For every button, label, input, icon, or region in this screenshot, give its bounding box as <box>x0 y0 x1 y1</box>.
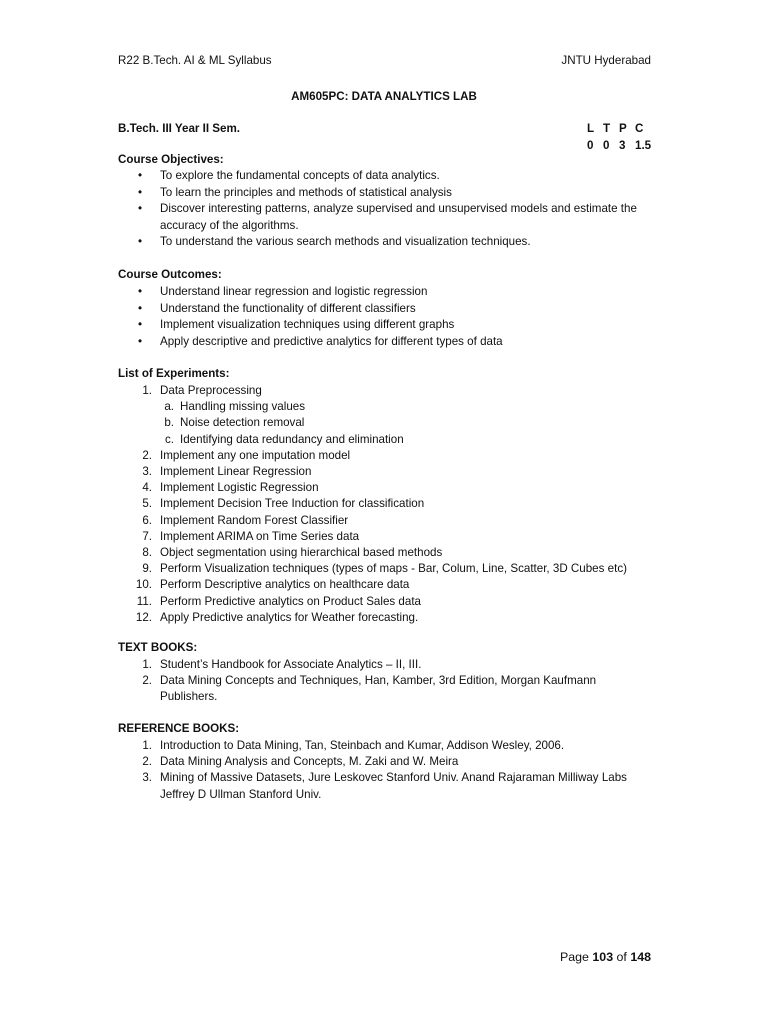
item-number: 11. <box>136 594 152 608</box>
item-number: 4. <box>142 481 152 495</box>
item-number: 12. <box>135 610 152 624</box>
item-text: Implement Logistic Regression <box>160 481 319 495</box>
page-current: 103 <box>592 950 614 964</box>
list-item: • To explore the fundamental concepts of data analytics. <box>138 168 668 185</box>
ltpc-value-l: 0 <box>587 139 594 152</box>
item-number: 1. <box>142 739 152 752</box>
item-text: Data Preprocessing <box>160 384 262 397</box>
list-item <box>118 610 658 626</box>
list-item: • Understand the functionality of different classifiers <box>138 301 668 318</box>
sub-list <box>160 399 658 448</box>
item-letter: c. <box>164 432 174 446</box>
ltpc-label-c: C <box>635 122 644 135</box>
list-item <box>118 594 658 610</box>
ltpc-label-p: P <box>619 122 627 135</box>
list-item <box>118 545 658 561</box>
list-item <box>118 738 638 754</box>
item-number: 2. <box>142 448 152 462</box>
page-prefix: Page <box>560 950 593 964</box>
list-item <box>118 561 658 577</box>
item-number: 5. <box>142 497 152 511</box>
list-item <box>118 464 658 480</box>
ltpc-values <box>587 139 651 152</box>
course-title: AM605PC: DATA ANALYTICS LAB <box>291 90 477 103</box>
list-item: • To learn the principles and methods of statistical analysis <box>138 185 668 202</box>
experiments-list <box>118 383 658 626</box>
ltpc-value-c: 1.5 <box>635 139 652 152</box>
list-item <box>118 448 658 464</box>
item-text: Handling missing values <box>180 400 306 414</box>
list-item <box>118 673 638 705</box>
page-number <box>560 950 651 964</box>
ltpc-label-t: T <box>603 122 611 135</box>
item-number: 10. <box>135 578 152 592</box>
item-text: Data Mining Concepts and Techniques, Han, Kamber, 3rd Edition, Morgan Kaufmann Publishers. <box>160 674 597 704</box>
item-letter: b. <box>164 416 174 430</box>
item-number: 9. <box>142 562 152 576</box>
list-item <box>118 496 658 512</box>
references-heading: REFERENCE BOOKS: <box>118 722 240 735</box>
list-item: • Implement visualization techniques using different graphs <box>138 317 668 334</box>
item-text: Implement Decision Tree Induction for classification <box>160 497 425 511</box>
list-item <box>118 513 658 529</box>
list-item <box>118 480 658 496</box>
item-text: Implement any one imputation model <box>160 448 351 462</box>
item-number: 3. <box>142 465 152 479</box>
item-number: 1. <box>142 384 152 397</box>
sub-list-item <box>160 415 658 431</box>
item-text: Perform Descriptive analytics on healthcare data <box>160 578 410 592</box>
list-item: • Discover interesting patterns, analyze supervised and unsupervised models and estimate the accuracy of the algorithms. <box>138 201 668 234</box>
list-item: • Understand linear regression and logistic regression <box>138 284 668 301</box>
ltpc-value-t: 0 <box>603 139 610 152</box>
item-text: Identifying data redundancy and elimination <box>180 432 404 446</box>
item-number: 8. <box>142 546 152 560</box>
item-text: Data Mining Analysis and Concepts, M. Zaki and W. Meira <box>160 755 459 769</box>
semester-label: B.Tech. III Year II Sem. <box>118 122 241 135</box>
page-header-right: JNTU Hyderabad <box>561 54 651 67</box>
list-item <box>118 577 658 593</box>
list-item: • Apply descriptive and predictive analytics for different types of data <box>138 334 668 351</box>
list-item: • To understand the various search methods and visualization techniques. <box>138 234 668 251</box>
textbooks-list <box>118 657 638 706</box>
item-text: Perform Visualization techniques (types of maps - Bar, Colum, Line, Scatter, 3D Cubes etc) <box>160 562 627 576</box>
item-text: Implement ARIMA on Time Series data <box>160 529 360 543</box>
sub-list-item <box>160 432 658 448</box>
item-letter: a. <box>164 400 174 414</box>
sub-list-item <box>160 399 658 415</box>
item-number: 3. <box>142 771 152 785</box>
item-text: Implement Linear Regression <box>160 465 312 479</box>
references-list <box>118 738 638 803</box>
item-number: 2. <box>142 755 152 769</box>
list-item <box>118 754 638 770</box>
item-number: 1. <box>142 658 152 671</box>
page-total: 148 <box>630 950 651 964</box>
ltpc-label-l: L <box>587 122 595 135</box>
textbooks-heading: TEXT BOOKS: <box>118 641 198 654</box>
item-text: Apply Predictive analytics for Weather forecasting. <box>160 610 419 624</box>
item-number: 7. <box>142 529 152 543</box>
page-header-left: R22 B.Tech. AI & ML Syllabus <box>118 54 272 67</box>
page-middle: of <box>613 950 631 964</box>
item-text: Mining of Massive Datasets, Jure Leskovec Stanford Univ. Anand Rajaraman Milliway Labs Jeffrey D Ullman Stanford Univ. <box>160 771 627 801</box>
item-text: Introduction to Data Mining, Tan, Steinbach and Kumar, Addison Wesley, 2006. <box>160 739 565 752</box>
item-text: Implement Random Forest Classifier <box>160 513 349 527</box>
objectives-list <box>138 168 668 251</box>
list-item <box>118 529 658 545</box>
item-text: Object segmentation using hierarchical based methods <box>160 546 443 560</box>
outcomes-heading: Course Outcomes: <box>118 268 222 281</box>
list-item <box>118 770 638 802</box>
item-number: 2. <box>142 674 152 688</box>
item-text: Perform Predictive analytics on Product Sales data <box>160 594 421 608</box>
ltpc-labels <box>587 122 651 135</box>
experiments-heading: List of Experiments: <box>118 367 230 380</box>
ltpc-value-p: 3 <box>619 139 626 152</box>
item-text: Student’s Handbook for Associate Analytics – II, III. <box>160 658 422 671</box>
objectives-heading: Course Objectives: <box>118 153 224 166</box>
list-item <box>118 383 658 448</box>
item-text: Noise detection removal <box>180 416 305 430</box>
item-number: 6. <box>142 513 152 527</box>
list-item <box>118 657 638 673</box>
outcomes-list <box>138 284 668 350</box>
